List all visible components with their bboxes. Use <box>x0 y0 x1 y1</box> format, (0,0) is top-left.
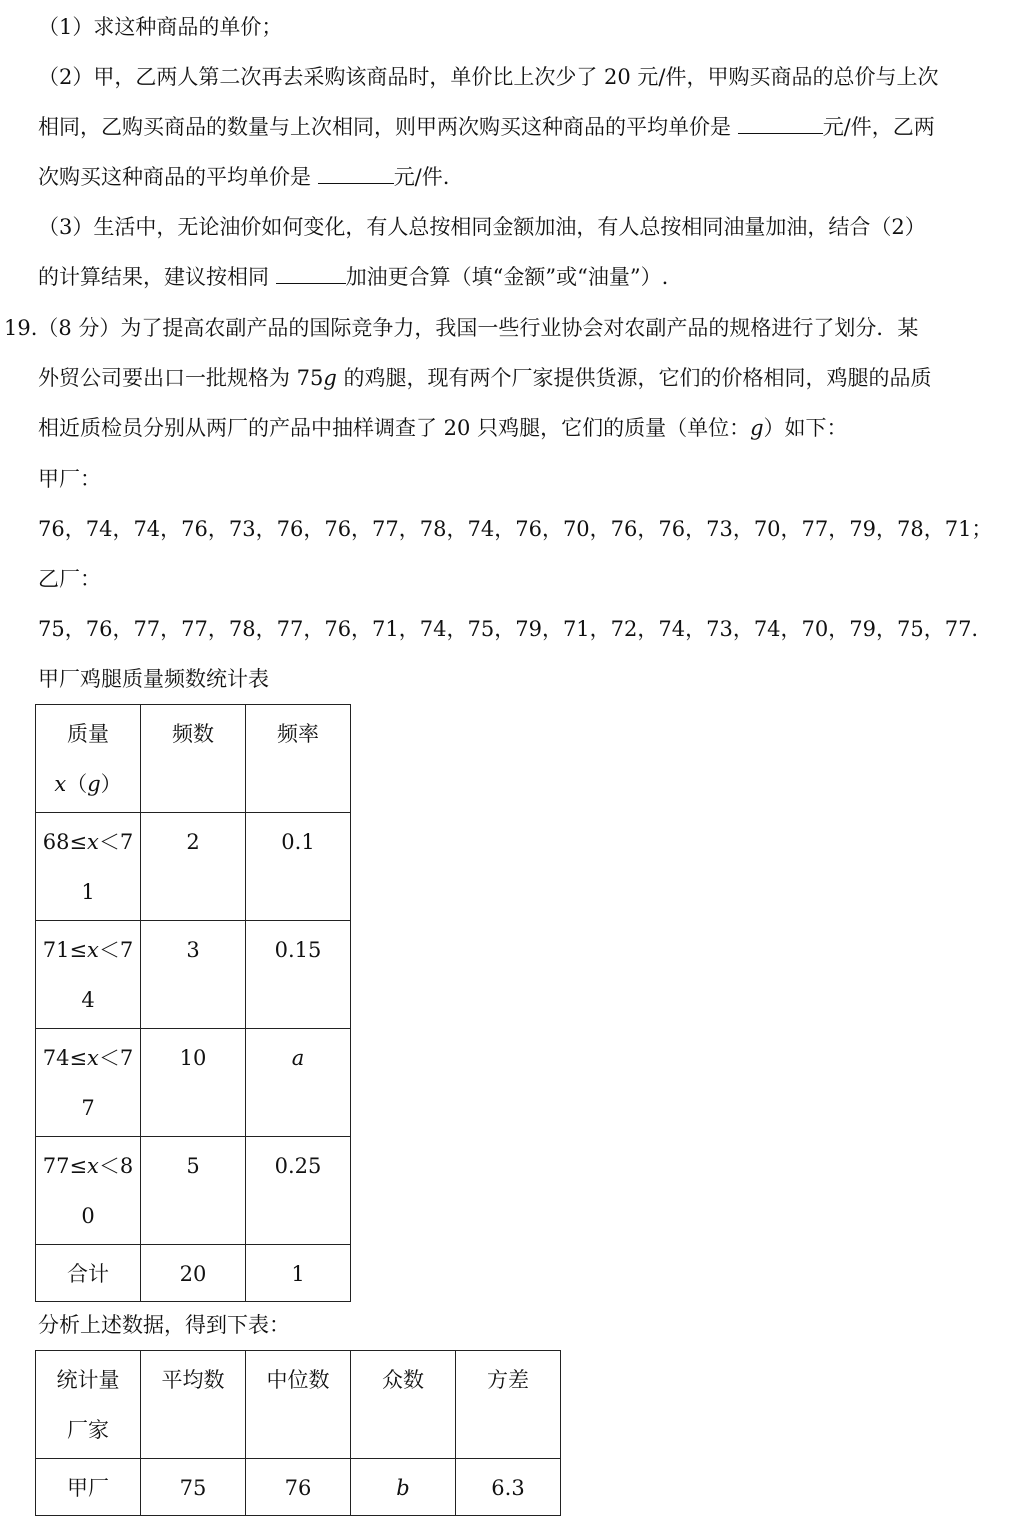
mode-cell <box>351 1459 456 1516</box>
header-median: 中位数 <box>246 1351 351 1459</box>
q18-part2-line3-text-b: 元/件. <box>393 165 450 189</box>
rate-cell: 0.25 <box>246 1137 351 1245</box>
q19-line3 <box>38 413 848 443</box>
q18-part2-line2-text-a: 相同，乙购买商品的数量与上次相同，则甲两次购买这种商品的平均单价是 <box>38 115 738 139</box>
range-cell <box>36 921 141 1029</box>
q18-part3-line1: （3）生活中，无论油价如何变化，有人总按相同金额加油，有人总按相同油量加油，结合（2） <box>38 215 926 239</box>
range-high-rest: 4 <box>81 988 95 1012</box>
statistics-table-header <box>36 1351 561 1459</box>
range-cell <box>36 1137 141 1245</box>
q18-part2-line2-text-b: 元/件，乙两 <box>822 115 935 139</box>
paren-open: （ <box>66 772 88 796</box>
table1-title: 甲厂鸡腿质量频数统计表 <box>38 667 269 691</box>
q18-part1: （1）求这种商品的单价； <box>38 15 283 39</box>
frequency-cell: 3 <box>141 921 246 1029</box>
rate-unknown-a: a <box>291 1046 305 1070</box>
range-high-part: ＜7 <box>98 1046 134 1070</box>
q18-part2-line3-text-a: 次购买这种商品的平均单价是 <box>38 165 318 189</box>
range-high-part: ＜7 <box>98 830 134 854</box>
header-mass <box>36 705 141 813</box>
total-label: 合计 <box>36 1245 141 1302</box>
header-frequency: 频数 <box>141 705 246 813</box>
q18-part3-line2-text-b: 加油更合算（填“金额”或“油量”）. <box>345 265 669 289</box>
range-high-part: ＜7 <box>98 938 134 962</box>
range-low: 71≤ <box>42 938 88 962</box>
factory-cell: 甲厂 <box>36 1459 141 1516</box>
header-corner-stat: 统计量 <box>56 1368 120 1392</box>
q19-line3-text-b: ）如下： <box>763 416 848 440</box>
q19-line1: 19.（8 分）为了提高农副产品的国际竞争力，我国一些行业协会对农副产品的规格进行了划分．某 <box>4 316 919 340</box>
answer-blank-method[interactable] <box>276 263 346 284</box>
frequency-table-header <box>36 705 351 813</box>
median-cell: 76 <box>246 1459 351 1516</box>
jia-factory-data: 76，74，74，76，73，76，76，77，78，74，76，70，76，76，73，70，77，79，78，71； <box>38 517 993 541</box>
range-high-rest: 7 <box>81 1096 95 1120</box>
var-x: x <box>87 1046 99 1070</box>
yi-factory-label: 乙厂： <box>38 567 101 591</box>
mode-unknown-b: b <box>396 1476 410 1500</box>
rate-cell <box>246 1029 351 1137</box>
var-x: x <box>87 1154 99 1178</box>
q19-line2 <box>38 363 932 393</box>
total-rate: 1 <box>246 1245 351 1302</box>
table-row <box>36 1029 351 1137</box>
header-variance: 方差 <box>456 1351 561 1459</box>
range-high-rest: 1 <box>81 880 95 904</box>
var-x: x <box>87 830 99 854</box>
frequency-cell: 5 <box>141 1137 246 1245</box>
q18-part3-line2-text-a: 的计算结果，建议按相同 <box>38 265 276 289</box>
var-x: x <box>54 772 67 796</box>
frequency-cell: 10 <box>141 1029 246 1137</box>
table-row <box>36 813 351 921</box>
range-cell <box>36 813 141 921</box>
table-row <box>36 1459 561 1516</box>
yi-factory-data: 75，76，77，77，78，77，76，71，74，75，79，71，72，74，73，74，70，79，75，77. <box>38 617 979 641</box>
unit-g: g <box>87 772 101 796</box>
statistics-table <box>35 1350 561 1516</box>
header-mode: 众数 <box>351 1351 456 1459</box>
frequency-table <box>35 704 351 1302</box>
header-corner <box>36 1351 141 1459</box>
q18-part2-line3 <box>38 162 449 192</box>
q19-line2-text-b: 的鸡腿，现有两个厂家提供货源，它们的价格相同，鸡腿的品质 <box>336 366 932 390</box>
header-corner-factory: 厂家 <box>67 1418 109 1442</box>
rate-cell: 0.15 <box>246 921 351 1029</box>
header-mean: 平均数 <box>141 1351 246 1459</box>
range-low: 74≤ <box>42 1046 88 1070</box>
range-high-part: ＜8 <box>98 1154 134 1178</box>
jia-factory-label: 甲厂： <box>38 467 101 491</box>
total-frequency: 20 <box>141 1245 246 1302</box>
frequency-cell: 2 <box>141 813 246 921</box>
answer-blank-jia-avg[interactable] <box>738 113 823 134</box>
variance-cell: 6.3 <box>456 1459 561 1516</box>
q18-part2-line1: （2）甲，乙两人第二次再去采购该商品时，单价比上次少了 20 元/件，甲购买商品的总价与上次 <box>38 65 939 89</box>
header-mass-label: 质量 <box>67 722 109 746</box>
range-cell <box>36 1029 141 1137</box>
q19-line3-text-a: 相近质检员分别从两厂的产品中抽样调查了 20 只鸡腿，它们的质量（单位： <box>38 416 751 440</box>
paren-close: ） <box>100 772 122 796</box>
range-low: 77≤ <box>42 1154 88 1178</box>
analysis-text: 分析上述数据，得到下表： <box>38 1313 290 1337</box>
answer-blank-yi-avg[interactable] <box>318 163 394 184</box>
mean-cell: 75 <box>141 1459 246 1516</box>
q19-line3-unit: g <box>750 416 764 440</box>
q19-line2-text-a: 外贸公司要出口一批规格为 75 <box>38 366 324 390</box>
var-x: x <box>87 938 99 962</box>
range-high-rest: 0 <box>81 1204 95 1228</box>
table-total-row <box>36 1245 351 1302</box>
q19-line2-unit: g <box>323 366 337 390</box>
header-rate: 频率 <box>246 705 351 813</box>
table-row <box>36 1137 351 1245</box>
rate-cell: 0.1 <box>246 813 351 921</box>
range-low: 68≤ <box>42 830 88 854</box>
q18-part2-line2 <box>38 112 935 142</box>
table-row <box>36 921 351 1029</box>
q18-part3-line2 <box>38 262 668 292</box>
header-mass-unit <box>36 759 140 809</box>
